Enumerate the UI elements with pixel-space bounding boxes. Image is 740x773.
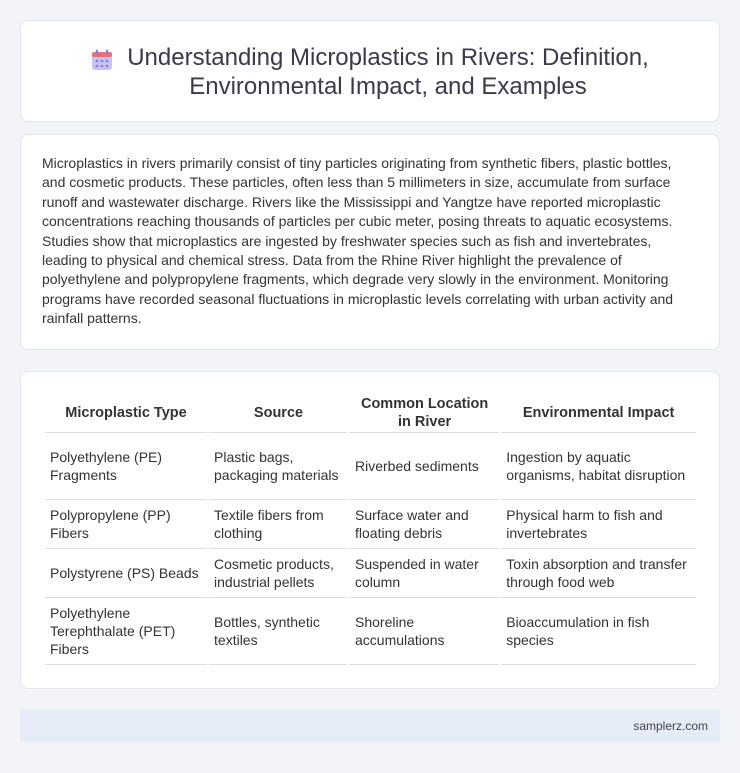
calendar-icon-top [92, 52, 112, 57]
table-cell: Ingestion by aquatic organisms, habitat disruption [501, 433, 696, 500]
table-cell: Polypropylene (PP) Fibers [45, 500, 207, 549]
table-card [20, 371, 720, 689]
column-header-type: Microplastic Type [45, 393, 207, 433]
table-row [45, 500, 696, 549]
page-title-line2: Environmental Impact, and Examples [189, 73, 587, 100]
table-cell: Suspended in water column [350, 549, 499, 598]
column-header-location: Common Location in River [350, 393, 499, 433]
table-cell: Surface water and floating debris [350, 500, 499, 549]
header-card [20, 20, 720, 122]
table-cell: Polyethylene (PE) Fragments [45, 433, 207, 500]
column-header-impact: Environmental Impact [501, 393, 696, 433]
summary-text: Microplastics in rivers primarily consist of tiny particles originating from synthetic fibers, plastic bottles, and cosmetic products. These particles, often less than 5 millimeters in size, accumulate from surface runoff and wastewater discharge. Rivers like the Mississippi and Yangtze have reported microplastic concentrations reaching thousands of particles per cubic meter, posing threats to aquatic ecosystems. Studies show that microplastics are ingested by freshwater species such as fish and invertebrates, leading to physical and chemical stress. Data from the Rhine River highlight the prevalence of polyethylene and polypropylene fragments, which degrade very slowly in the environment. Monitoring programs have recorded seasonal fluctuations in microplastic levels correlating with urban activity and rainfall patterns. [42, 155, 674, 327]
page-title-line1: Understanding Microplastics in Rivers: Definition, [127, 44, 649, 71]
table-cell: Polyethylene Terephthalate (PET) Fibers [45, 598, 207, 665]
summary-card [20, 134, 720, 350]
table-cell: Textile fibers from clothing [209, 500, 348, 549]
table-row [45, 598, 696, 665]
table-row [45, 549, 696, 598]
table-cell: Toxin absorption and transfer through food web [501, 549, 696, 598]
table-cell: Bottles, synthetic textiles [209, 598, 348, 665]
table-cell: Bioaccumulation in fish species [501, 598, 696, 665]
table-cell: Physical harm to fish and invertebrates [501, 500, 696, 549]
title-wrap [21, 21, 719, 101]
table-cell: Polystyrene (PS) Beads [45, 549, 207, 598]
page-title [127, 43, 649, 101]
table-cell: Plastic bags, packaging materials [209, 433, 348, 500]
calendar-icon [91, 49, 113, 76]
table-cell: Cosmetic products, industrial pellets [209, 549, 348, 598]
footer-site-link[interactable]: samplerz.com [633, 719, 708, 733]
table-header-row [45, 393, 696, 433]
table-cell: Riverbed sediments [350, 433, 499, 500]
table-cell: Shoreline accumulations [350, 598, 499, 665]
microplastics-table [43, 393, 698, 665]
table-row [45, 433, 696, 500]
footer [20, 710, 720, 742]
column-header-source: Source [209, 393, 348, 433]
